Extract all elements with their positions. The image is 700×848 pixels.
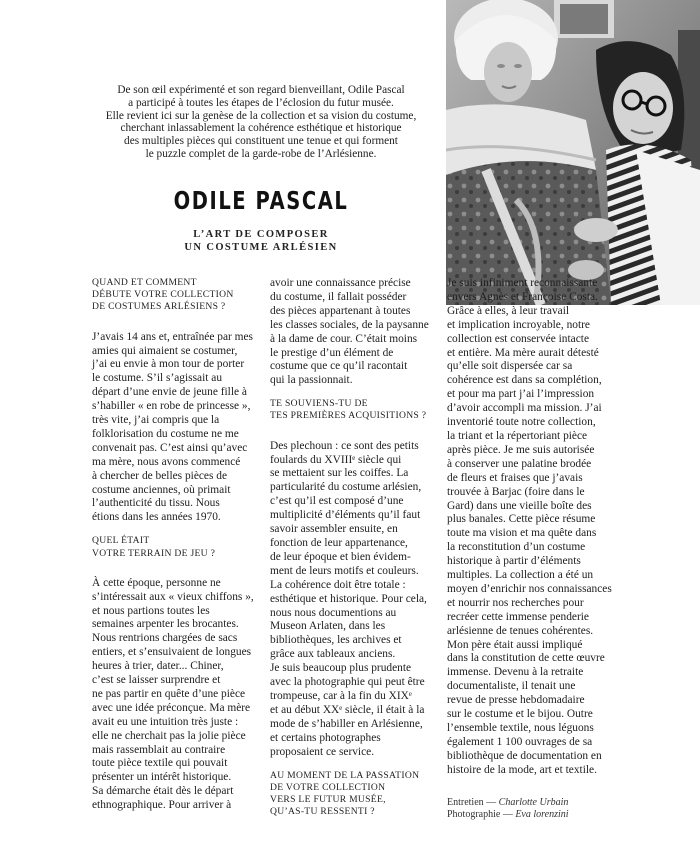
text-line: costume anciennes, où primait [92, 483, 231, 496]
subtitle-line: L’ART DE COMPOSER [193, 229, 329, 240]
text-line: très vite, j’ai compris que la [92, 414, 220, 427]
text-line: les classes sociales, de la paysanne [270, 318, 429, 331]
text-line: ma mère, nous avons commencé [92, 455, 241, 468]
text-line: folklorisation du costume ne me [92, 427, 239, 440]
question-line: VERS LE FUTUR MUSÉE, [270, 793, 386, 805]
article-credits [447, 797, 615, 822]
text-line: c’est se laisser surprendre et [92, 674, 221, 687]
text-line: plus banales. Cette pièce résume [447, 513, 596, 526]
article-title: ODILE PASCAL [173, 186, 349, 215]
text-line: avoir une connaissance précise [270, 277, 411, 289]
text-line: étions dans les années 1970. [92, 511, 221, 524]
interview-question [270, 398, 438, 422]
text-line: s’habiller « en robe de princesse », [92, 400, 251, 413]
text-line: se mettaient sur les coiffes. La [270, 467, 409, 480]
text-line: la triant et la répertoriant pièce [447, 429, 588, 442]
intro-line: Elle revient ici sur la genèse de la collection et sa vision du costume, [105, 109, 417, 122]
text-line: le prestige d’un élément de [270, 346, 394, 359]
text-line: et pour ma part j’ai l’impression [447, 388, 595, 401]
question-line: QUAND ET COMMENT [92, 277, 197, 288]
text-line: Je suis infiniment reconnaissante [447, 277, 598, 289]
text-line: l’authenticité du tissu. Nous [92, 497, 220, 510]
text-line: toute ma vision et ma quête dans [447, 527, 597, 540]
intro-paragraph [92, 84, 430, 161]
text-line: recréer cette immense penderie [447, 610, 589, 623]
text-line: trompeuse, car à la fin du XIXᵉ [270, 689, 412, 702]
question-line: TES PREMIÈRES ACQUISITIONS ? [270, 410, 427, 422]
text-line: multiples. La collection a été un [447, 569, 594, 582]
text-line: à la dame de cour. C’était moins [270, 332, 418, 345]
text-line: trouvée à Barjac (foire dans le [447, 485, 585, 498]
text-line: Nous rentrions chargées de sacs [92, 632, 238, 645]
text-line: costume que ce qu’il racontait [270, 360, 408, 373]
text-line: et nous partions toutes les [92, 604, 210, 617]
text-line: À cette époque, personne ne [92, 576, 221, 589]
text-line: arlésienne de tenues cohérentes. [447, 624, 594, 637]
text-line: bibliothèques, les archives et [270, 634, 402, 647]
text-line: historique à partir d’éléments [447, 555, 581, 568]
text-line: à chercher de belles pièces de [92, 469, 228, 482]
text-line: ne pas partir en quête d’une pièce [92, 687, 246, 700]
text-line: également 1 100 ouvrages de sa [447, 735, 593, 748]
text-line: le costume. S’il s’agissait au [92, 372, 223, 385]
text-line: Mon père était aussi impliqué [447, 638, 583, 651]
text-line: l’ensemble textile, nous léguons [447, 722, 594, 734]
text-line: c’est qu’il est composé d’une [270, 495, 404, 508]
question-line: QUEL ÉTAIT [92, 535, 150, 547]
text-line: sur le costume et le bijou. Outre [447, 708, 593, 721]
text-column-3 [447, 277, 615, 821]
text-line: immense. Devenu à la retraite [447, 666, 584, 679]
text-line: nous nous documentions au [270, 606, 397, 619]
question-line: DE COSTUMES ARLÉSIENS ? [92, 301, 226, 313]
text-line: Museon Arlaten, dans les [270, 620, 386, 633]
text-line: moyen d’enrichir nos connaissances [447, 582, 612, 595]
interview-question [92, 535, 260, 559]
text-line: dans la constitution de cette œuvre [447, 652, 605, 665]
interview-question [92, 277, 260, 314]
portrait-photo [446, 0, 700, 305]
text-line: entiers, et s’ensuivaient de longues [92, 646, 252, 659]
intro-line: a participé à toutes les étapes de l’éclosion du futur musée. [128, 96, 394, 109]
text-line: et entière. Ma mère aurait détesté [447, 346, 599, 359]
text-line: elle ne cherchait pas la jolie pièce [92, 729, 246, 742]
text-line: particularité du costume arlésien, [270, 481, 422, 494]
text-line: après pièce. Je me suis autorisée [447, 443, 595, 456]
interviewer-name: Charlotte Urbain [498, 796, 569, 808]
text-line: j’ai eu envie à mon tour de porter [92, 358, 245, 371]
text-line: cohérence est dans sa complétion, [447, 374, 602, 387]
question-line: QU’AS-TU RESSENTI ? [270, 806, 375, 818]
text-line: multiplicité d’éléments qu’il faut [270, 509, 421, 522]
answer-paragraph [270, 440, 438, 760]
text-line: Des plechoun : ce sont des petits [270, 439, 419, 452]
intro-line: De son œil expérimenté et son regard bienveillant, Odile Pascal [117, 84, 405, 96]
text-line: envers Agnès et Françoise Costa. [447, 290, 598, 303]
text-line: bibliothèque de documentation en [447, 749, 602, 762]
text-line: départ d’une envie de jeune fille à [92, 386, 247, 399]
text-line: ethnographique. Pour arriver à [92, 799, 232, 812]
text-line: ment de leurs motifs et couleurs. [270, 564, 419, 577]
text-line: de leur époque et bien évidem- [270, 550, 411, 563]
text-line: et implication incroyable, notre [447, 318, 590, 331]
answer-paragraph [270, 277, 438, 388]
credit-label: Photographie — [447, 809, 516, 821]
text-line: mode de s’habiller en Arlésienne, [270, 717, 423, 730]
text-line: heures à trier, dater... Chiner, [92, 660, 224, 673]
text-line: convenait pas. C’est ainsi qu’avec [92, 441, 248, 454]
text-line: Grâce à elles, à leur travail [447, 304, 570, 317]
answer-paragraph [92, 577, 260, 813]
text-line: des pièces appartenant à toutes [270, 304, 411, 317]
credit-label: Entretien — [447, 796, 499, 808]
intro-line: le puzzle complet de la garde-robe de l’Arlésienne. [145, 147, 377, 160]
answer-paragraph [92, 331, 260, 526]
subtitle-line: UN COSTUME ARLÉSIEN [184, 242, 338, 253]
text-line: de fleurs et fraises que j’avais [447, 471, 583, 484]
text-line: La cohérence doit être totale : [270, 578, 406, 591]
text-line: qui la passionnait. [270, 374, 353, 387]
text-line: et certains photographes [270, 731, 381, 744]
text-line: à conserver une palatine brodée [447, 457, 592, 470]
question-line: DE VOTRE COLLECTION [270, 781, 386, 793]
text-column-1 [92, 277, 260, 823]
question-line: TE SOUVIENS-TU DE [270, 398, 368, 410]
text-line: qu’elle soit dispersée car sa [447, 360, 573, 373]
text-line: esthétique et historique. Pour cela, [270, 592, 427, 605]
answer-paragraph [447, 277, 615, 778]
text-line: la reconstitution d’un costume [447, 541, 586, 554]
interview-question [270, 770, 438, 819]
text-line: semaines arpenter les brocantes. [92, 618, 239, 631]
text-line: amies qui aimaient se costumer, [92, 344, 238, 357]
intro-line: cherchant inlassablement la cohérence esthétique et historique [120, 122, 402, 135]
text-line: Gard) dans une vieille boîte des [447, 499, 592, 512]
text-line: savoir assembler ensuite, en [270, 523, 398, 536]
text-line: collection est conservée intacte [447, 332, 589, 345]
text-line: inventorié toute notre collection, [447, 416, 596, 429]
text-column-2 [270, 277, 438, 826]
article-subtitle [92, 228, 430, 254]
text-line: histoire de la mode, art et textile. [447, 763, 597, 776]
text-line: documentaliste, il tenait une [447, 680, 576, 693]
text-line: avec une idée préconçue. Ma mère [92, 701, 251, 714]
photographer-name: Eva lorenzini [515, 809, 569, 821]
interview-credit [447, 797, 615, 809]
text-line: foulards du XVIIIᵉ siècle qui [270, 453, 402, 466]
text-line: avec la photographie qui peut être [270, 676, 425, 689]
text-line: grâce aux tableaux anciens. [270, 648, 396, 661]
question-line: DÉBUTE VOTRE COLLECTION [92, 289, 234, 301]
text-line: et nourrir nos recherches pour [447, 596, 584, 609]
intro-line: des multiples pièces qui constituent une tenue et qui forment [124, 135, 398, 148]
text-line: avait eu une intuition très juste : [92, 715, 239, 728]
text-line: revue de presse hebdomadaire [447, 694, 585, 707]
text-line: mais rassemblait au contraire [92, 743, 226, 756]
text-line: fonction de leur appartenance, [270, 537, 408, 549]
text-line: proposaient ce service. [270, 745, 375, 758]
text-line: du costume, il fallait posséder [270, 290, 407, 303]
text-line: présenter un intérêt historique. [92, 771, 232, 784]
text-line: toute pièce textile qui pouvait [92, 757, 228, 770]
text-line: Sa démarche était dès le départ [92, 785, 234, 798]
text-line: d’avoir accompli ma mission. J’ai [447, 402, 602, 415]
photo-illustration [446, 0, 700, 305]
text-line: J’avais 14 ans et, entraînée par mes [92, 330, 253, 343]
text-line: et au début XXᵉ siècle, il était à la [270, 703, 425, 716]
photo-credit [447, 809, 615, 821]
question-line: AU MOMENT DE LA PASSATION [270, 769, 420, 781]
text-line: Je suis beaucoup plus prudente [270, 662, 412, 675]
text-line: s’intéressait aux « vieux chiffons », [92, 590, 254, 603]
question-line: VOTRE TERRAIN DE JEU ? [92, 547, 216, 559]
